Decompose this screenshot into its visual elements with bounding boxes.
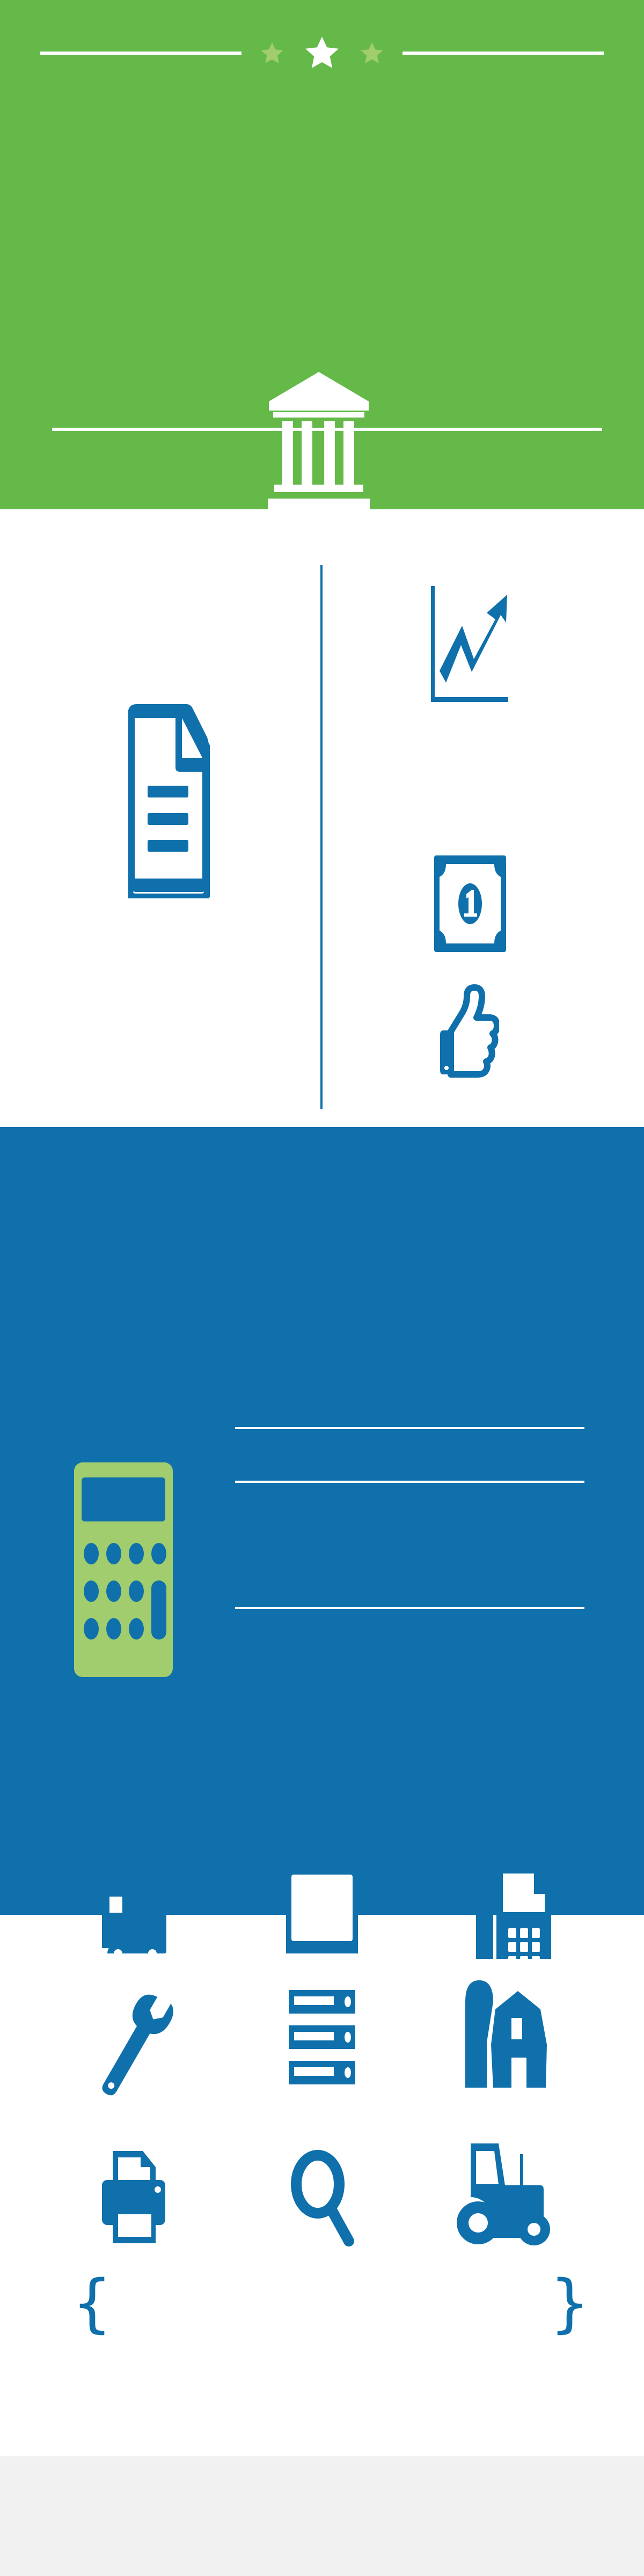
thumbs-up-icon	[439, 984, 499, 1092]
printer-icon	[54, 2125, 215, 2243]
footer	[0, 2456, 644, 2576]
bank-building-icon	[268, 372, 370, 514]
dollar-bill-icon	[434, 855, 506, 952]
tractor-icon	[422, 2125, 583, 2249]
hero-section	[0, 0, 644, 509]
left-brace-icon: {	[72, 2266, 113, 2340]
truck-icon	[54, 1841, 215, 1953]
calculator-icon	[74, 1462, 173, 1677]
do-the-math-section	[0, 1127, 644, 1915]
hero-top-rule-left	[40, 52, 241, 55]
stats-divider	[320, 565, 323, 1109]
document-icon	[128, 704, 210, 892]
magnifier-icon	[241, 2125, 402, 2249]
barn-silo-icon	[422, 1964, 583, 2098]
star-icon	[303, 34, 341, 73]
right-brace-icon: }	[550, 2266, 590, 2340]
trending-chart-icon	[431, 586, 508, 702]
math-divider-2	[235, 1607, 584, 1609]
math-divider	[235, 1481, 584, 1483]
star-icon	[359, 41, 385, 67]
strategic-capital-logo-icon	[87, 2498, 151, 2576]
hero-top-rule-right	[402, 52, 604, 55]
fax-machine-icon	[422, 1841, 583, 1959]
wrench-icon	[54, 1970, 215, 2098]
star-icon	[259, 41, 285, 67]
hero-bottom-rule	[52, 428, 602, 431]
computer-monitor-icon	[241, 1841, 402, 1953]
server-icon	[241, 1968, 402, 2097]
math-divider-1	[235, 1427, 584, 1429]
stats-section	[0, 509, 644, 1127]
